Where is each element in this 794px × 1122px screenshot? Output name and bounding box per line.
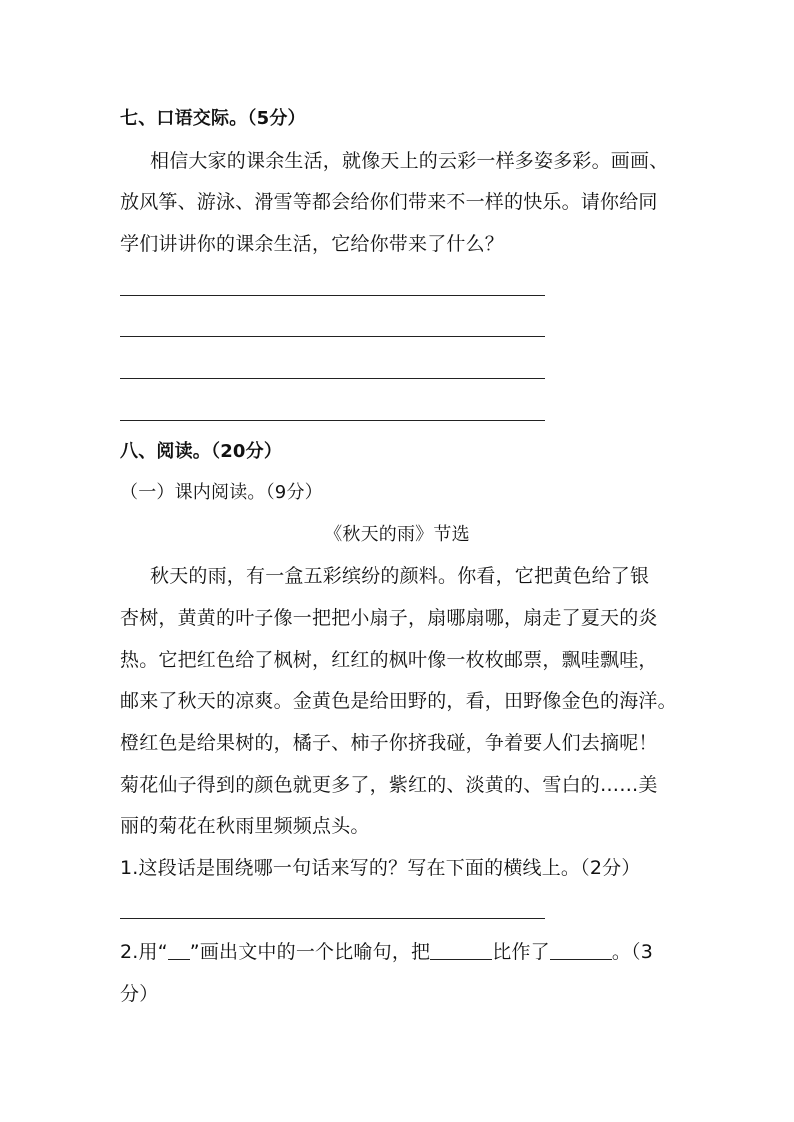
question-2-text-d: 。（3 (611, 941, 654, 963)
section-8-heading: 八、阅读。（20分） (120, 441, 283, 462)
answer-line-3[interactable] (120, 378, 545, 379)
question-2-underline-sample (168, 958, 190, 960)
section-7-paragraph-line-2: 放风筝、游泳、滑雪等都会给你们带来不一样的快乐。请你给同 (120, 191, 658, 213)
answer-line-1[interactable] (120, 295, 545, 296)
question-1: 1.这段话是围绕哪一句话来写的？写在下面的横线上。（2分） (120, 857, 641, 879)
passage-line-2: 杏树，黄黄的叶子像一把把小扇子，扇哪扇哪，扇走了夏天的炎 (120, 607, 658, 629)
section-8-subheading: （一）课内阅读。（9分） (120, 482, 323, 503)
question-2-text-b: ”画出文中的一个比喻句，把 (189, 941, 431, 963)
passage-line-4: 邮来了秋天的凉爽。金黄色是给田野的，看，田野像金色的海洋。 (120, 690, 677, 712)
question-2 (120, 940, 653, 964)
question-2-blank-1[interactable] (430, 958, 492, 960)
answer-line-4[interactable] (120, 420, 545, 421)
section-7-paragraph-line-1: 相信大家的课余生活，就像天上的云彩一样多姿多彩。画画、 (150, 150, 669, 172)
question-2-blank-2[interactable] (550, 958, 612, 960)
question-2-text-a: 2.用“ (120, 941, 168, 963)
section-7-heading: 七、口语交际。（5分） (120, 108, 306, 129)
question-2-text-c: 比作了 (492, 941, 550, 963)
section-7-paragraph-line-3: 学们讲讲你的课余生活，它给你带来了什么？ (120, 233, 505, 255)
question-1-answer-line[interactable] (120, 918, 545, 919)
question-2-continuation: 分） (120, 983, 159, 1005)
passage-title: 《秋天的雨》节选 (324, 524, 470, 545)
answer-line-2[interactable] (120, 336, 545, 337)
passage-line-6: 菊花仙子得到的颜色就更多了，紫红的、淡黄的、雪白的……美 (120, 774, 658, 796)
passage-line-5: 橙红色是给果树的，橘子、柿子你挤我碰，争着要人们去摘呢！ (120, 732, 658, 754)
passage-line-3: 热。它把红色给了枫树，红红的枫叶像一枚枚邮票，飘哇飘哇， (120, 649, 658, 671)
passage-line-1: 秋天的雨，有一盒五彩缤纷的颜料。你看，它把黄色给了银 (150, 565, 650, 587)
passage-line-7: 丽的菊花在秋雨里频频点头。 (120, 815, 370, 837)
